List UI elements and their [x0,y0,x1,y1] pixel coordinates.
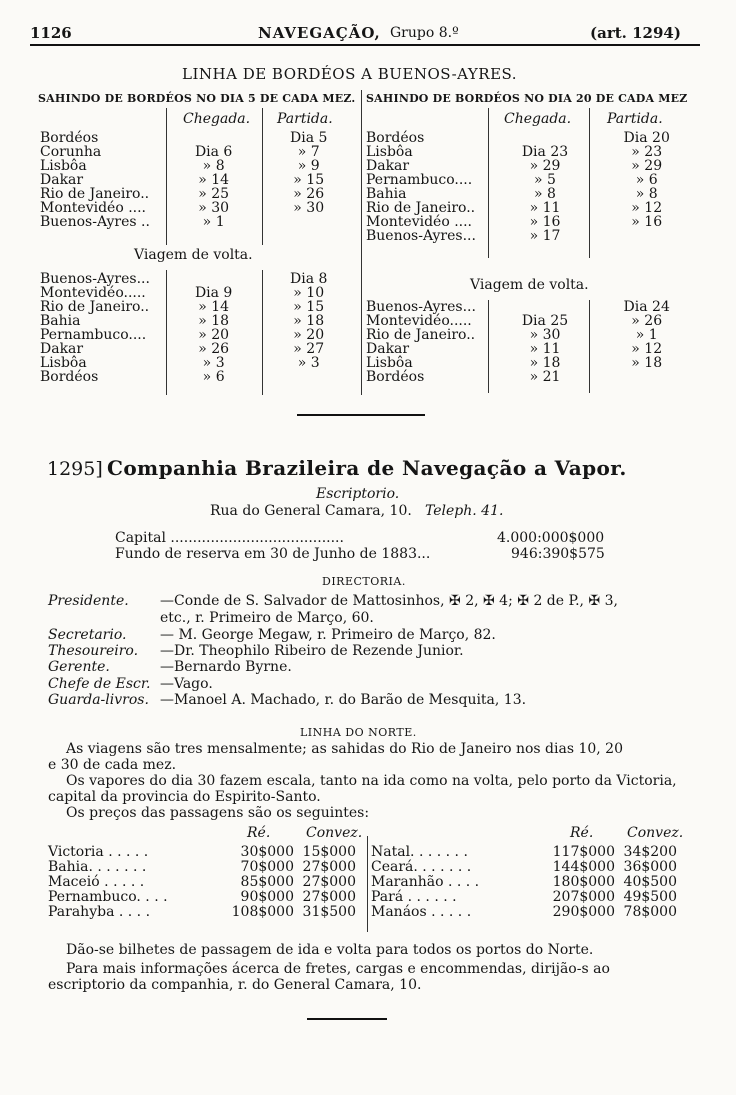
schedule-row [40,201,356,215]
left-col-departure: Partida. [277,111,333,127]
directory-text: — M. George Megaw, r. Primeiro de Março, 82. [160,627,496,643]
fare-convez: 27$000 [302,874,356,890]
departure-day [261,215,356,229]
departure-day: Dia 24 [623,299,670,315]
arrival-day: » 11 [529,341,561,357]
fare-re: 180$000 [552,874,615,890]
port-name: Pernambuco.... [366,172,473,188]
fare-divider [367,836,368,932]
arrival-day: » 18 [529,355,561,371]
fare-row [371,875,677,890]
port-name: Dakar [40,172,84,188]
departure-day: » 3 [297,355,320,371]
schedule-row [366,356,696,370]
telephone: Teleph. 41. [425,503,504,519]
port-name: Lisbôa [366,355,413,371]
departure-day: » 23 [631,144,663,160]
departure-day: Dia 5 [290,130,328,146]
port-name: Bahia [40,313,81,329]
group-label: Grupo 8.º [390,25,459,41]
port-name: Rio de Janeiro.. [40,186,150,202]
schedule-row [366,328,696,342]
fare-col-convez-right: Convez. [627,825,684,841]
fare-port: Bahia. . . . . . . [48,859,147,875]
center-divider [361,90,362,395]
fare-re: 117$000 [552,844,615,860]
para-more-info: Para mais informações ácerca de fretes, cargas e encommendas, dirijão-s ao [66,961,610,977]
para-voyages-cont: e 30 de cada mez. [48,757,177,773]
fare-row [371,845,677,860]
departure-day: » 10 [293,285,325,301]
port-name: Bordéos [40,130,99,146]
port-name: Dakar [366,341,410,357]
port-name: Buenos-Ayres... [366,228,476,244]
port-name: Buenos-Ayres... [40,271,150,287]
schedule-row [366,201,696,215]
schedule-row [366,370,696,384]
para-return-tickets: Dão-se bilhetes de passagem de ida e volta para todos os portos do Norte. [66,942,594,958]
fare-row [48,905,356,920]
departure-day [597,229,696,243]
arrival-day: » 20 [198,327,230,343]
fare-re: 70$000 [240,859,294,875]
port-name: Bahia [366,186,407,202]
arrival-day: Dia 9 [194,285,233,301]
directory-entry [48,627,496,643]
schedule-row [40,300,356,314]
right-return-table [366,300,696,384]
running-title: NAVEGAÇÃO, [258,24,381,42]
arrival-day: » 30 [198,200,230,216]
left-heading: SAHINDO DE BORDÉOS NO DIA 5 DE CADA MEZ. [38,92,356,105]
fare-row [48,890,356,905]
arrival-day: » 5 [534,172,556,188]
departure-day [597,370,696,384]
fare-port: Pernambuco. . . . [48,889,168,905]
departure-day: » 18 [293,313,325,329]
departure-day: » 27 [293,341,325,357]
fare-re: 30$000 [240,844,294,860]
port-name: Buenos-Ayres... [366,299,476,315]
departure-day: » 7 [297,144,320,160]
fare-re: 207$000 [552,889,615,905]
port-name: Dakar [366,158,410,174]
schedule-row [40,159,356,173]
para-prices: Os preços das passagens são os seguintes: [66,805,370,821]
arrival-day: » 16 [529,214,561,230]
fare-re: 85$000 [240,874,294,890]
schedule-row [366,342,696,356]
port-name: Bordéos [366,130,425,146]
arrival-day: » 21 [529,369,561,385]
arrival-day: » 1 [202,214,225,230]
office-label: Escriptorio. [316,486,400,502]
arrival-day [493,131,598,145]
departure-day: » 15 [293,299,325,315]
fare-convez: 36$000 [623,859,677,875]
arrival-day: » 11 [529,200,561,216]
arrival-day: » 8 [534,186,556,202]
departure-day: » 16 [631,214,663,230]
arrival-day: » 14 [198,172,230,188]
fare-re: 108$000 [231,904,294,920]
schedule-row [366,173,696,187]
fare-re: 290$000 [552,904,615,920]
reserve-value: 946:390$575 [511,546,605,562]
directory-role: Secretario. [48,627,127,643]
directory-role: Gerente. [48,659,110,675]
capital-label: Capital ....................................... [115,530,344,546]
schedule-row [40,187,356,201]
capital-value: 4.000:000$000 [497,530,605,546]
arrival-day: » 18 [198,313,230,329]
port-name: Pernambuco.... [40,327,147,343]
schedule-row [40,145,356,159]
schedule-row [366,187,696,201]
right-return-title: Viagem de volta. [470,277,589,293]
para-victoria-cont: capital da provincia do Espirito-Santo. [48,789,321,805]
fare-row [48,860,356,875]
schedule-row [366,314,696,328]
directory-entry [48,593,618,609]
fare-port: Pará . . . . . . [371,889,457,905]
schedule-row [40,286,356,300]
directory-role: Chefe de Escr. [48,676,151,692]
departure-day: » 12 [631,341,663,357]
arrival-day [166,131,262,145]
fare-row [371,860,677,875]
fare-convez: 15$000 [302,844,356,860]
right-col-departure: Partida. [607,111,663,127]
arrival-day [166,272,262,286]
fare-convez: 34$200 [623,844,677,860]
departure-day: » 30 [293,200,325,216]
page-number: 1126 [30,24,72,42]
fare-port: Manáos . . . . . [371,904,472,920]
address: Rua do General Camara, 10. [210,503,412,519]
arrival-day: » 29 [529,158,561,174]
port-name: Dakar [40,341,84,357]
port-name: Bordéos [40,369,99,385]
departure-day: » 9 [297,158,320,174]
departure-day: Dia 8 [290,271,328,287]
port-name: Montevidéo .... [366,214,473,230]
directory-role: Guarda-livros. [48,692,149,708]
fare-re: 144$000 [552,859,615,875]
fare-col-convez-left: Convez. [306,825,363,841]
departure-day: » 26 [293,186,325,202]
schedule-row [366,215,696,229]
directory-text: —Vago. [160,676,213,692]
directory-role: Thesoureiro. [48,643,139,659]
section-rule [297,414,425,416]
article-ref: (art. 1294) [590,24,681,42]
north-line-title: LINHA DO NORTE. [300,726,417,739]
fare-convez: 78$000 [623,904,677,920]
schedule-row [366,145,696,159]
para-voyages: As viagens são tres mensalmente; as sahidas do Rio de Janeiro nos dias 10, 20 [66,741,623,757]
para-victoria: Os vapores do dia 30 fazem escala, tanto na ida como na volta, pelo porto da Victoria, [66,773,677,789]
left-outbound-table [40,131,356,229]
fare-convez: 40$500 [623,874,677,890]
departure-day: » 12 [631,200,663,216]
fare-row [371,890,677,905]
fares-right-table [371,845,677,920]
schedule-row [366,131,696,145]
schedule-row [40,272,356,286]
departure-day: » 26 [631,313,663,329]
fare-convez: 31$500 [302,904,356,920]
arrival-day [493,300,598,314]
fare-convez: 49$500 [623,889,677,905]
fare-row [48,875,356,890]
left-return-table [40,272,356,384]
arrival-day: » 14 [198,299,230,315]
port-name: Rio de Janeiro.. [40,299,150,315]
directory-entry [48,692,526,708]
company-name: Companhia Brazileira de Navegação a Vapor. [107,456,627,480]
schedule-row [366,300,696,314]
departure-day: » 18 [631,355,663,371]
directory-role: Presidente. [48,593,129,609]
fare-port: Victoria . . . . . [48,844,149,860]
port-name: Rio de Janeiro.. [366,200,476,216]
left-return-title: Viagem de volta. [134,247,253,263]
port-name: Buenos-Ayres .. [40,214,150,230]
departure-day: » 20 [293,327,325,343]
bottom-rule [307,1018,387,1020]
header-rule [30,44,700,46]
fare-convez: 27$000 [302,889,356,905]
schedule-row [40,215,356,229]
departure-day: » 29 [631,158,663,174]
fare-convez: 27$000 [302,859,356,875]
port-name: Montevidéo..... [40,285,146,301]
right-outbound-table [366,131,696,243]
schedule-row [40,173,356,187]
port-name: Bordéos [366,369,425,385]
schedule-row [366,159,696,173]
port-name: Lisbôa [40,158,87,174]
arrival-day: » 17 [529,228,561,244]
fare-row [48,845,356,860]
port-name: Rio de Janeiro.. [366,327,476,343]
arrival-day: » 6 [202,369,225,385]
schedule-row [40,342,356,356]
arrival-day: » 25 [198,186,230,202]
directory-text: etc., r. Primeiro de Março, 60. [160,610,374,626]
departure-day: » 1 [635,327,658,343]
schedule-row [40,356,356,370]
fare-port: Natal. . . . . . . [371,844,468,860]
arrival-day: » 3 [202,355,225,371]
line-title: LINHA DE BORDÉOS A BUENOS-AYRES. [182,65,518,83]
departure-day: Dia 20 [623,130,670,146]
directory-entry [48,676,213,692]
schedule-row [366,229,696,243]
arrival-day: » 8 [202,158,225,174]
port-name: Lisbôa [366,144,413,160]
schedule-row [40,131,356,145]
arrival-day: Dia 23 [521,144,569,160]
fare-col-re-left: Ré. [247,825,271,841]
port-name: Corunha [40,144,102,160]
directory-text: —Conde de S. Salvador de Mattosinhos, ✠ 2, ✠ 4; ✠ 2 de P., ✠ 3, [160,593,618,609]
fare-port: Maceió . . . . . [48,874,145,890]
fare-port: Parahyba . . . . [48,904,151,920]
directory-text: —Bernardo Byrne. [160,659,292,675]
fare-col-re-right: Ré. [570,825,594,841]
port-name: Lisbôa [40,355,87,371]
directory-entry [48,610,374,626]
port-name: Montevidéo .... [40,200,147,216]
departure-day: » 8 [635,186,658,202]
departure-day: » 6 [635,172,658,188]
schedule-row [40,370,356,384]
para-more-info-cont: escriptorio da companhia, r. do General Camara, 10. [48,977,422,993]
fare-re: 90$000 [240,889,294,905]
schedule-row [40,314,356,328]
arrival-day: Dia 25 [521,313,569,329]
arrival-day: Dia 6 [194,144,233,160]
directory-title: DIRECTORIA. [322,575,406,588]
port-name: Montevidéo..... [366,313,472,329]
right-heading: SAHINDO DE BORDÉOS NO DIA 20 DE CADA MEZ [366,92,688,105]
reserve-label: Fundo de reserva em 30 de Junho de 1883... [115,546,431,562]
fare-row [371,905,677,920]
arrival-day: » 26 [198,341,230,357]
directory-text: —Manoel A. Machado, r. do Barão de Mesquita, 13. [160,692,527,708]
departure-day [261,370,356,384]
schedule-row [40,328,356,342]
arrival-day: » 30 [529,327,561,343]
section-number: 1295] [47,458,103,480]
left-col-arrival: Chegada. [183,111,251,127]
fare-port: Maranhão . . . . [371,874,480,890]
directory-entry [48,659,292,675]
right-col-arrival: Chegada. [504,111,572,127]
directory-text: —Dr. Theophilo Ribeiro de Rezende Junior. [160,643,464,659]
directory-entry [48,643,464,659]
departure-day: » 15 [293,172,325,188]
fares-left-table [48,845,356,920]
fare-port: Ceará. . . . . . . [371,859,472,875]
